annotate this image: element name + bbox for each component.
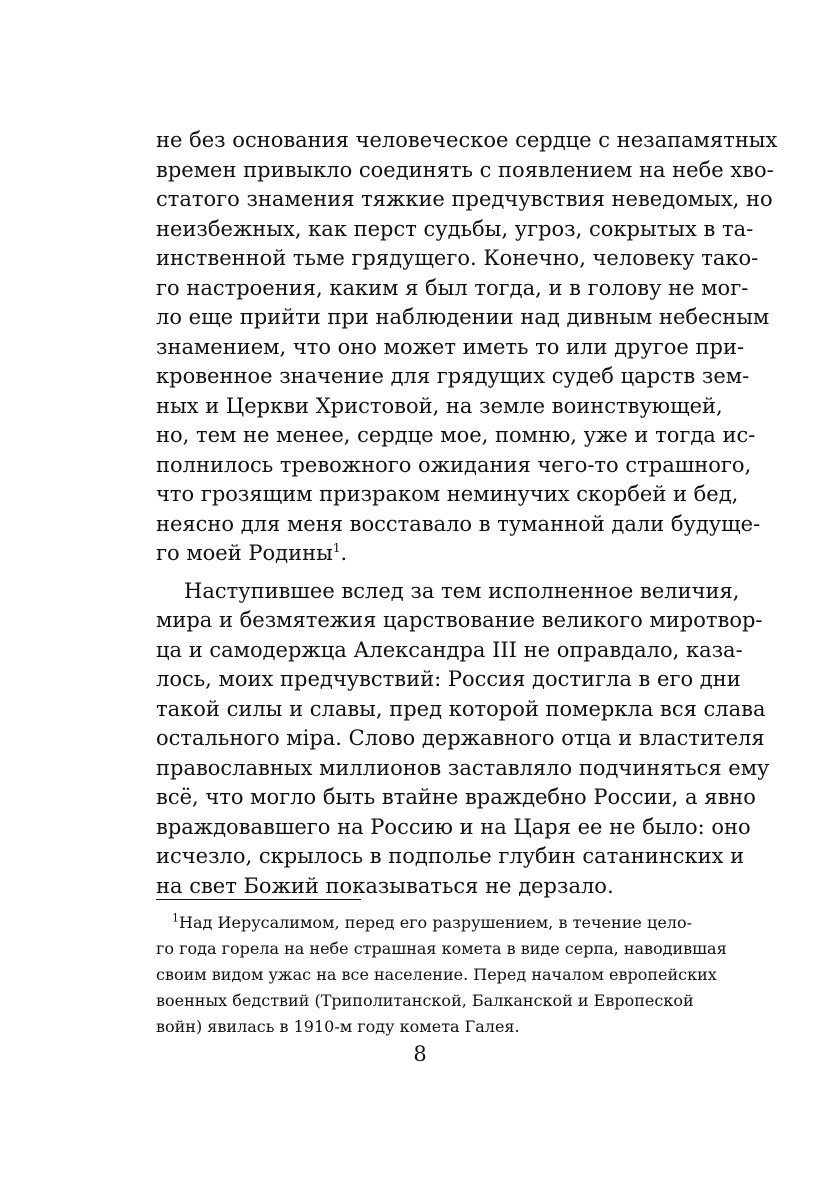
text-line: полнилось тревожного ожидания чего-то страшного, [156,452,752,477]
paragraph-spacer [156,569,692,577]
text-line: не без основания человеческое сердце с незапамятных [156,128,778,152]
text-line: но, тем не менее, сердце мое, помню, уже и тогда ис- [156,423,756,447]
text-line: времен привыкло соединять с появлением на небе хво- [156,157,774,182]
text-line: ло еще прийти при наблюдении над дивным небесным [156,305,770,329]
text-line: Наступившее вслед за тем исполненное величия, [184,578,740,603]
paragraph-1 [156,126,778,569]
footnote-line: военных бедствий (Триполитанской, Балканской и Европеской [156,991,694,1010]
footnote-separator [156,899,361,900]
text-line: ца и самодержца Александра III не оправдало, каза- [156,637,743,662]
footnote-line: го года горела на небе страшная комета в виде серпа, наводившая [156,939,727,958]
footnote-line-content: Над Иерусалимом, перед его разрушением, в течение цело- [179,913,692,932]
period: . [340,541,348,565]
text-line: неизбежных, как перст судьбы, угроз, сокрытых в та- [156,216,754,241]
footnote-mark: 1 [172,911,179,925]
text-line: исчезло, скрылось в подполье глубин сатанинских и [156,844,745,868]
text-line: на свет Божий показываться не дерзало. [156,873,614,898]
paragraph-2 [156,577,770,902]
footnote [156,910,727,1040]
text-line: го настроения, каким я был тогда, и в голову не мог- [156,275,749,300]
text-line: лось, моих предчувствий: Россия достигла в его дни [156,667,741,691]
footnote-line [156,910,692,936]
text-line-content: го моей Родины [156,541,333,565]
text-line: ных и Церкви Христовой, на земле воинствующей, [156,393,723,418]
footnote-line: войн) явилась в 1910-м году комета Галея. [156,1017,520,1036]
text-line: кровенное значение для грядущих судеб царств зем- [156,364,750,388]
main-text [156,126,778,901]
text-line: статого знамения тяжкие предчувствия неведомых, но [156,187,773,211]
text-line: враждовавшего на Россию и на Царя ее не было: оно [156,814,751,839]
text-line: остального міра. Слово державного отца и властителя [156,726,765,750]
footnote-reference: 1 [332,541,341,555]
text-line: инственной тьме грядущего. Конечно, человеку тако- [156,246,759,270]
text-line: знамением, что оно может иметь то или другое при- [156,334,745,359]
footnote-line: своим видом ужас на все население. Перед началом европейских [156,965,717,984]
text-line: неясно для меня восставало в туманной дали будуще- [156,511,761,536]
text-line: что грозящим призраком неминучих скорбей и бед, [156,482,739,506]
text-line: мира и безмятежия царствование великого миротвор- [156,608,763,632]
text-line: такой силы и славы, пред которой померкла вся слава [156,696,766,721]
text-line: православных миллионов заставляло подчиняться ему [156,755,770,780]
text-line: всё, что могло быть втайне враждебно России, а явно [156,785,756,809]
text-line [156,539,692,569]
page-number: 8 [413,1042,427,1066]
